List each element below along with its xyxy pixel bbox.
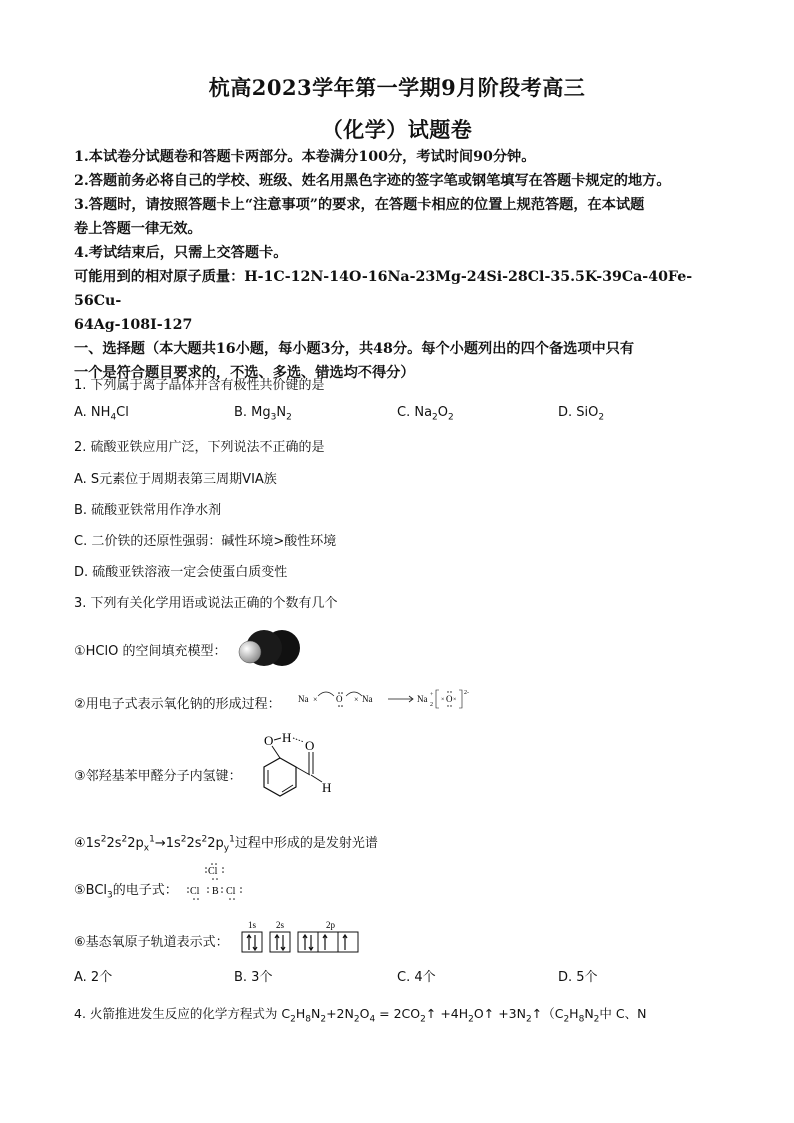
- q4-sub: 4: [369, 1014, 376, 1025]
- config-sup: 1: [149, 834, 155, 845]
- electron-cross: ×: [313, 695, 318, 704]
- q4-text: O: [359, 1006, 370, 1021]
- cl-right: Cl: [226, 886, 236, 897]
- hydroxyl-o: O: [264, 733, 274, 748]
- bcl3-tail: 的电子式：: [112, 883, 178, 898]
- q1-option-c: [397, 405, 454, 423]
- config-sup: 2: [121, 834, 128, 845]
- q1-b-mid: N: [276, 405, 287, 420]
- electron-dot: [447, 705, 448, 706]
- q1-b-sub1: 3: [270, 412, 277, 423]
- electron-cross: ×: [441, 697, 445, 703]
- orbital-box-1s: [242, 932, 262, 952]
- electron-dot: [450, 691, 451, 692]
- electron-dot: [215, 863, 217, 865]
- q4-text: （C: [542, 1006, 564, 1021]
- electron-cross: ×: [354, 695, 359, 704]
- q4-text: H: [295, 1006, 306, 1021]
- spin-up-arrow: [303, 935, 307, 950]
- instructions: [74, 145, 734, 385]
- orbital-label-2s: 2s: [276, 920, 285, 930]
- electron-dot: [341, 692, 343, 694]
- c-h-bond: [311, 775, 322, 782]
- electron-dot: [338, 705, 340, 707]
- na-right: Na: [362, 694, 373, 704]
- na-left: Na: [298, 694, 309, 704]
- orbital-box-2s: [270, 932, 290, 952]
- config-text: ④1s: [74, 836, 101, 851]
- electron-cross: ×: [453, 697, 457, 703]
- hydrogen-bond: [293, 738, 304, 742]
- q2-option-d: D. 硫酸亚铁溶液一定会使蛋白质变性: [74, 565, 288, 580]
- q4-text: H: [569, 1006, 579, 1021]
- electron-dot: [221, 887, 223, 889]
- spin-up-arrow: [323, 935, 327, 950]
- o-product: O: [446, 694, 453, 704]
- na-charge: +: [430, 692, 434, 698]
- q1-d-sub: 2: [598, 412, 605, 423]
- orbital-label-2p: 2p: [326, 920, 335, 930]
- config-sup: 1: [229, 834, 235, 845]
- q4-text: = 2CO: [375, 1006, 421, 1021]
- config-text: 2s: [106, 836, 122, 851]
- o-center: O: [336, 694, 343, 704]
- q4-sub: 2: [563, 1014, 570, 1025]
- config-text: 2p: [127, 836, 144, 851]
- q4-text: N: [310, 1006, 321, 1021]
- q4-sub: 2: [353, 1014, 360, 1025]
- q1-b-sub2: 2: [286, 412, 292, 423]
- bcl3-label: ⑤BCl: [74, 883, 108, 898]
- q4-sub: 2: [320, 1014, 327, 1025]
- orbital-box-2p: [338, 932, 358, 952]
- small-atom-sphere: [239, 641, 261, 663]
- salicylaldehyde-structure: [250, 730, 350, 810]
- electron-dot: [229, 898, 231, 900]
- ring-double-bond: [282, 785, 293, 792]
- electron-dot: [222, 871, 224, 873]
- q1-option-d: [558, 405, 604, 423]
- orbital-box-2p: [318, 932, 338, 952]
- q2-option-a: A. S元素位于周期表第三周期VIA族: [74, 472, 277, 487]
- q4-text: O: [473, 1006, 484, 1021]
- config-sup: 2: [100, 834, 107, 845]
- na-product: Na: [417, 694, 428, 704]
- spin-down-arrow: [309, 935, 313, 950]
- q2-stem: 2. 硫酸亚铁应用广泛，下列说法不正确的是: [74, 440, 325, 455]
- q4-text: +4H: [436, 1006, 469, 1021]
- config-sup: 2: [180, 834, 187, 845]
- q3-item4: [74, 832, 378, 854]
- q2-option-c: C. 二价铁的还原性强弱：碱性环境>酸性环境: [74, 534, 337, 549]
- na-count: 2: [430, 702, 433, 708]
- electron-dot: [205, 867, 207, 869]
- electron-dot: [240, 887, 242, 889]
- q1-a-text: A. NH: [74, 405, 111, 420]
- q3-option-a: A. 2个: [74, 970, 113, 985]
- q1-c-sub2: 2: [448, 412, 454, 423]
- q3-option-b: B. 3个: [234, 970, 273, 985]
- orbital-box-2p: [298, 932, 318, 952]
- electron-dot: [447, 691, 448, 692]
- q1-c-text: C. Na: [397, 405, 433, 420]
- q3-item6: ⑥基态氧原子轨道表示式：: [74, 935, 229, 950]
- spin-down-arrow: [253, 935, 257, 950]
- electron-dot: [207, 891, 209, 893]
- q4-text: 中 C、N: [599, 1006, 647, 1021]
- q4-sub: 8: [305, 1014, 311, 1025]
- q4-sub: 2: [525, 1014, 532, 1025]
- bcl3-sub: 3: [107, 890, 113, 901]
- oxygen-orbital-diagram: [240, 918, 364, 958]
- q3-item5: [74, 879, 178, 901]
- electron-dot: [222, 867, 224, 869]
- electron-dot: [211, 863, 213, 865]
- config-text: 2p: [207, 836, 224, 851]
- electron-dot: [187, 887, 189, 889]
- q1-c-mid: O: [437, 405, 449, 420]
- electron-dot: [338, 692, 340, 694]
- config-text: 2s: [186, 836, 202, 851]
- benzene-ring: [264, 758, 296, 796]
- q4-text: +2N: [326, 1006, 354, 1021]
- instruction-line: 1.本试卷分试题卷和答题卡两部分。本卷满分100分，考试时间90分钟。: [74, 149, 536, 165]
- config-sup: 2: [201, 834, 208, 845]
- q4-text: 4. 火箭推进发生反应的化学方程式为 C: [74, 1006, 291, 1021]
- q4-gas-arrow: ↑: [425, 1006, 437, 1021]
- hydroxyl-h: H: [282, 730, 292, 745]
- orbital-label-1s: 1s: [248, 920, 257, 930]
- na2o-formation-diagram: [296, 686, 496, 714]
- config-sub: x: [143, 843, 150, 854]
- o-h-bond: [274, 738, 281, 740]
- q1-d-text: D. SiO: [558, 405, 599, 420]
- config-text: 过程中形成的是发射光谱: [234, 836, 378, 851]
- q3-stem: 3. 下列有关化学用语或说法正确的个数有几个: [74, 596, 338, 611]
- section-heading: 一、选择题（本大题共16小题，每小题3分，共48分。每个小题列出的四个备选项中只有: [74, 341, 635, 357]
- q4-sub: 2: [290, 1014, 296, 1025]
- bracket-right: [459, 690, 462, 708]
- bracket-left: [436, 690, 439, 708]
- electron-dot: [450, 705, 451, 706]
- q4-text: +3N: [494, 1006, 526, 1021]
- electron-dot: [216, 878, 218, 880]
- q4-stem: [74, 1004, 734, 1025]
- spin-up-arrow: [247, 935, 251, 950]
- instruction-line: 4.考试结束后，只需上交答题卡。: [74, 245, 288, 261]
- exam-subtitle: （化学）试题卷: [321, 117, 473, 142]
- electron-dot: [207, 887, 209, 889]
- atomic-mass-line: 64Ag-108I-127: [74, 317, 193, 333]
- q1-b-text: B. Mg: [234, 405, 271, 420]
- b-center: B: [212, 886, 219, 897]
- q4-text: N: [584, 1006, 594, 1021]
- q1-a-tail: Cl: [116, 405, 129, 420]
- q1-a-sub: 4: [110, 412, 117, 423]
- bcl3-electron-dot-structure: [186, 862, 246, 904]
- q4-sub: 2: [593, 1014, 600, 1025]
- instruction-line: 卷上答题一律无效。: [74, 221, 202, 237]
- ring-cho-bond: [296, 767, 310, 775]
- section-heading: 一个是符合题目要求的，不选、多选、错选均不得分）: [74, 365, 415, 381]
- q2-option-b: B. 硫酸亚铁常用作净水剂: [74, 503, 222, 518]
- aldehyde-h: H: [322, 780, 332, 795]
- q1-option-a: [74, 405, 129, 423]
- q1-option-b: [234, 405, 292, 423]
- electron-dot: [240, 891, 242, 893]
- electron-dot: [221, 891, 223, 893]
- electron-dot: [197, 898, 199, 900]
- q4-sub: 2: [420, 1014, 426, 1025]
- q4-gas-arrow: ↑: [483, 1006, 495, 1021]
- hclo-space-filling-model: [234, 626, 304, 670]
- q4-sub: 2: [468, 1014, 474, 1025]
- exam-title: 杭高2023学年第一学期9月阶段考高三: [208, 75, 586, 100]
- q4-sub: 8: [578, 1014, 585, 1025]
- carbonyl-o: O: [305, 738, 315, 753]
- spin-up-arrow: [343, 935, 347, 950]
- config-text: →1s: [154, 836, 181, 851]
- spin-up-arrow: [275, 935, 279, 950]
- electron-dot: [212, 878, 214, 880]
- q3-option-c: C. 4个: [397, 970, 436, 985]
- atomic-mass-line: 可能用到的相对原子质量：H-1C-12N-14O-16Na-23Mg-24Si-28Cl-35.5K-39Ca-40Fe-56Cu-: [74, 269, 693, 309]
- q1-c-sub1: 2: [432, 412, 438, 423]
- q3-item3: ③邻羟基苯甲醛分子内氢键：: [74, 769, 242, 784]
- q4-gas-arrow: ↑: [531, 1006, 543, 1021]
- spin-down-arrow: [281, 935, 285, 950]
- cl-top: Cl: [208, 866, 218, 877]
- electron-dot: [205, 871, 207, 873]
- q3-item2: ②用电子式表示氧化钠的形成过程：: [74, 697, 281, 712]
- electron-dot: [341, 705, 343, 707]
- config-sub: y: [223, 843, 230, 854]
- oxide-charge: 2-: [464, 690, 469, 696]
- instruction-line: 2.答题前务必将自己的学校、班级、姓名用黑色字迹的签字笔或钢笔填写在答题卡规定的地方。: [74, 173, 671, 189]
- q3-option-d: D. 5个: [558, 970, 598, 985]
- electron-dot: [187, 891, 189, 893]
- transfer-arrow-left: [318, 692, 334, 696]
- electron-dot: [233, 898, 235, 900]
- q1-stem: 1. 下列属于离子晶体并含有极性共价键的是: [74, 378, 325, 393]
- instruction-line: 3.答题时，请按照答题卡上“注意事项”的要求，在答题卡相应的位置上规范答题，在本试题: [74, 197, 645, 213]
- q3-item1: ①HClO 的空间填充模型：: [74, 644, 227, 659]
- electron-dot: [193, 898, 195, 900]
- cl-left: Cl: [190, 886, 200, 897]
